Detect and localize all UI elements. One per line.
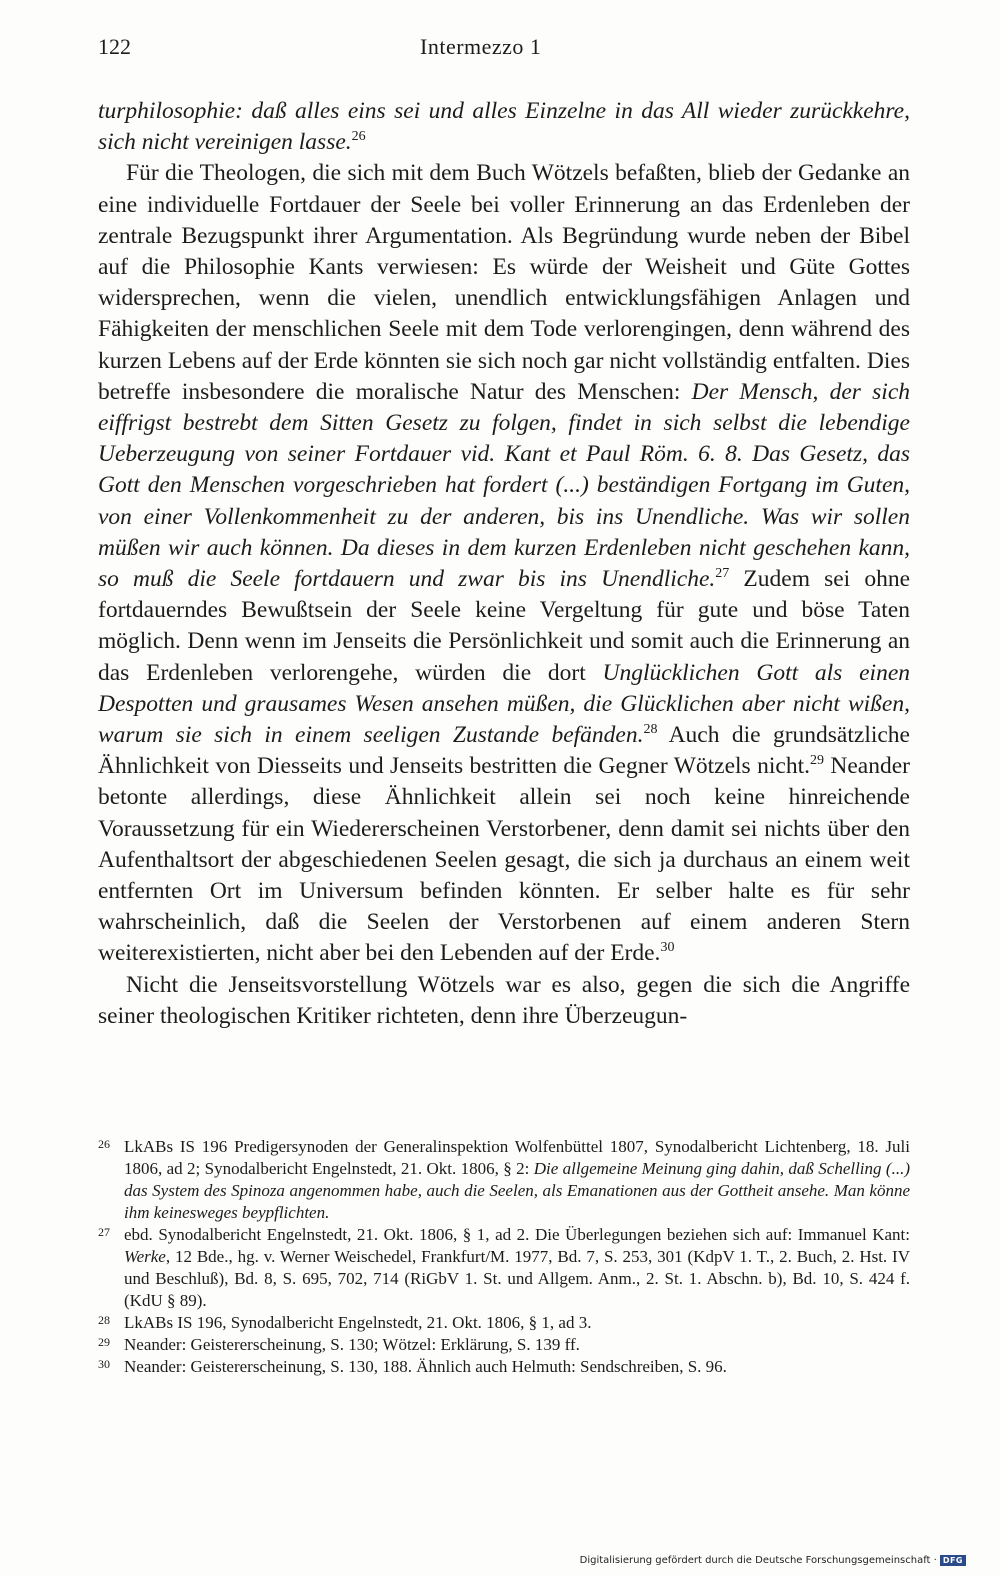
text-run: Neander: Geistererscheinung, S. 130; Wötzel: Erklärung, S. 139 ff. [124,1335,580,1354]
footnote [98,1312,910,1334]
text-run: Auch die grundsätzliche Ähnlichkeit von Diesseits und Jenseits bestritten die Gegner Wötzels nicht. [98,722,910,780]
running-header [98,28,910,68]
text-run: Neander betonte allerdings, diese Ähnlichkeit allein sei noch keine hinreichende Voraussetzung für ein Wiedererscheinen Verstorbener, denn damit sei nichts über den Aufenthaltsort der abgeschiedenen Seelen gesagt, die sich ja durchaus an einem weit entfernten Ort im Universum befinden könnten. Er selber halte es für sehr wahrscheinlich, daß die Seelen der Verstorbenen auf einem anderen Stern weiterexistierten, nicht aber bei den Lebenden auf der Erde. [98,753,910,967]
dfg-logo: DFG [940,1555,966,1566]
footnote [98,1136,910,1224]
text-run: Für die Theologen, die sich mit dem Buch Wötzels befaßten, blieb der Gedanke an eine individuelle Fortdauer der Seele bei voller Erinnerung an das Erdenleben der zentrale Bezugspunkt ihrer Argumentation. Als Begründung wurde neben der Bibel auf die Philosophie Kants verwiesen: Es würde der Weisheit und Güte Gottes widersprechen, wenn die vielen, unendlich entwicklungsfähigen Anlagen und Fähigkeiten der menschlichen Seele mit dem Tode verlorengingen, denn während des kurzen Lebens auf der Erde könnten sie sich noch gar nicht vollständig entfalten. Dies betreffe insbesondere die moralische Natur des Menschen: [98,160,910,405]
italic-quote: Unglücklichen Gott als einen Despotten und grausames Wesen ansehen müßen, die Glücklichen aber nicht wißen, warum sie sich in einem seeligen Zustande befänden. [98,659,910,749]
text-run: Zudem sei ohne fortdauerndes Bewußtsein der Seele keine Vergeltung für gute und böse Taten möglich. Denn wenn im Jenseits die Persönlichkeit und somit auch die Erinnerung an das Erdenleben verlorengehe, würden die dort [98,566,910,686]
italic-quote: turphilosophie: daß alles eins sei und alles Einzelne in das All wieder zurückkehre, sich nicht vereinigen lasse. [98,98,910,156]
footnote-number: 27 [98,1225,110,1239]
italic-quote: Der Mensch, der sich eiffrigst bestrebt dem Sitten Gesetz zu folgen, findet in sich selbst die lebendige Ueberzeugung von seiner Fortdauer vid. Kant et Paul Röm. 6. 8. Das Gesetz, das Gott den Menschen vorgeschrieben hat fordert (...) beständigen Fortgang im Guten, von einer Vollenkommenheit zu der anderen, bis ins Unendliche. Was wir sollen müßen wir auch können. Da dieses in dem kurzen Erdenleben nicht geschehen kann, so muß die Seele fortdauern und zwar bis ins Unendliche. [98,378,910,593]
paragraph [98,96,910,158]
footnote-ref: 27 [715,566,730,582]
footnote-ref: 28 [643,722,658,738]
footnote [98,1224,910,1312]
running-title: Intermezzo 1 [420,34,542,59]
footnote [98,1356,910,1378]
text-run: LkABs IS 196 Predigersynoden der Generalinspektion Wolfenbüttel 1807, Synodalbericht Lichtenberg, 18. Juli 1806, ad 2; Synodalbericht Engelnstedt, 21. Okt. 1806, § 2: [124,1137,910,1178]
footnote-ref: 26 [351,129,366,145]
page-number: 122 [98,34,131,59]
footnote-number: 30 [98,1357,110,1371]
footnote [98,1334,910,1356]
footnote-ref: 29 [809,753,824,769]
footnote-ref: 30 [660,940,675,956]
paragraph [98,970,910,1032]
footnote-number: 28 [98,1313,110,1327]
credit-text: Digitalisierung gefördert durch die Deutsche Forschungsgemeinschaft · [579,1554,937,1566]
text-run: LkABs IS 196, Synodalbericht Engelnstedt, 21. Okt. 1806, § 1, ad 3. [124,1313,592,1332]
text-run: , 12 Bde., hg. v. Werner Weischedel, Frankfurt/M. 1977, Bd. 7, S. 253, 301 (KdpV 1. T., 2. Buch, 2. Hst. IV und Beschluß), Bd. 8, S. 695, 702, 714 (RiGbV 1. St. und Allgem. Anm., 2. St. 1. Abschn. b), Bd. 10, S. 424 f. (KdU § 89). [124,1247,910,1310]
paragraph [98,158,910,969]
text-run: Nicht die Jenseitsvorstellung Wötzels war es also, gegen die sich die Angriffe seiner theologischen Kritiker richteten, denn ihre Überzeugun- [98,971,910,1029]
text-run: Neander: Geistererscheinung, S. 130, 188. Ähnlich auch Helmuth: Sendschreiben, S. 96. [124,1357,727,1376]
footnote-number: 29 [98,1335,110,1349]
text-run: ebd. Synodalbericht Engelnstedt, 21. Okt. 1806, § 1, ad 2. Die Überlegungen beziehen sich auf: Immanuel Kant: [124,1225,910,1244]
italic-quote: Die allgemeine Meinung ging dahin, daß Schelling (...) das System des Spinoza angenommen habe, auch die Seelen, als Emanationen aus der Gottheit ansehe. Man könne ihm keinesweges beypflichten. [124,1159,910,1222]
italic-quote: Werke [124,1247,166,1266]
digitization-credit [580,1552,966,1568]
footnote-number: 26 [98,1137,110,1151]
main-text [98,96,910,1032]
footnotes [98,1136,910,1378]
